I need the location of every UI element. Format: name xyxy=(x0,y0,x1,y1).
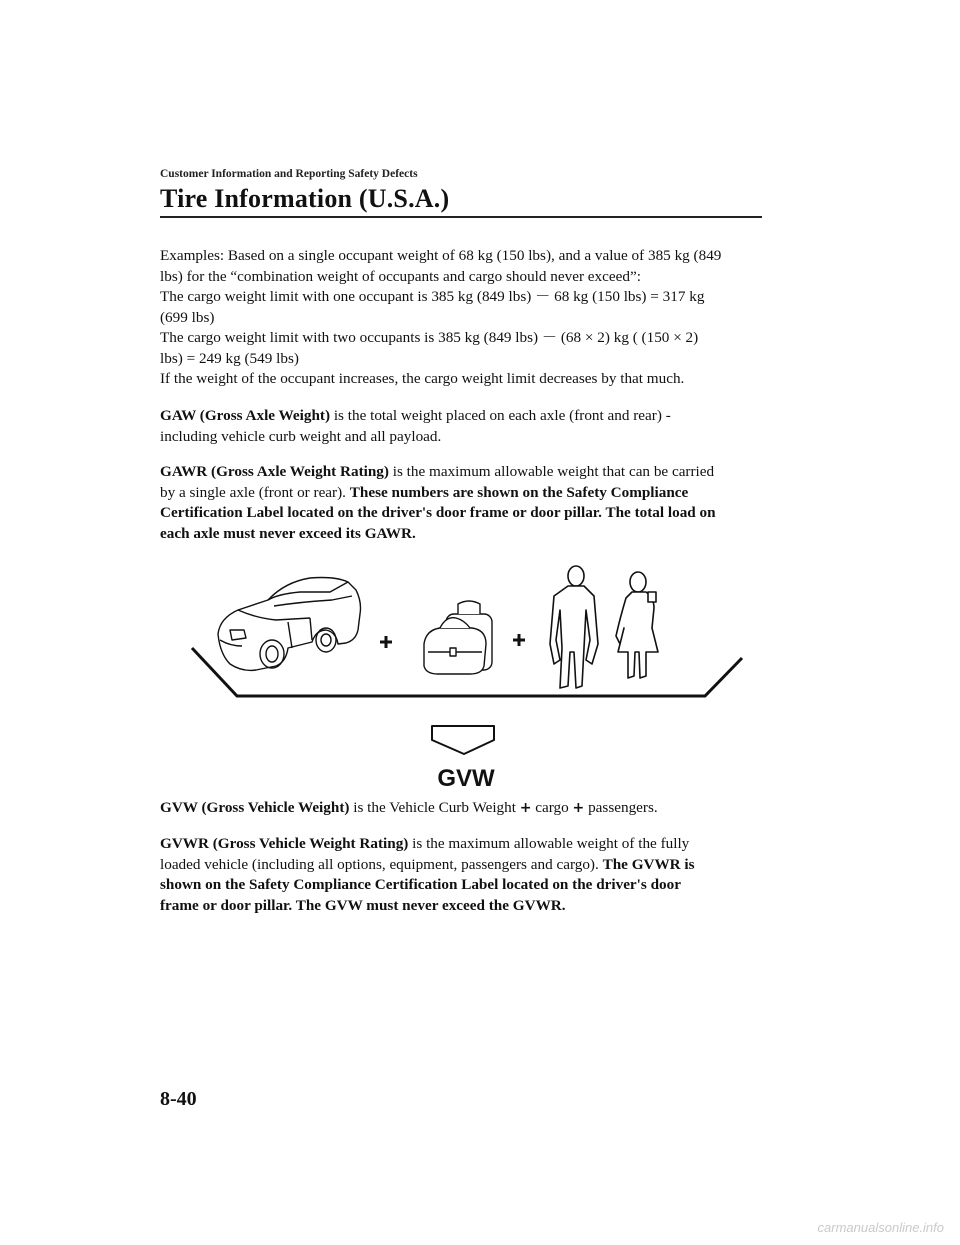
gvwr-definition-cont: loaded vehicle (including all options, equipment, passengers and cargo). xyxy=(160,855,603,873)
gawr-term: GAWR (Gross Axle Weight Rating) xyxy=(160,463,389,480)
gvw-definition: cargo xyxy=(531,799,573,816)
gaw-term: GAW (Gross Axle Weight) xyxy=(160,407,331,424)
examples-line: The cargo weight limit with one occupant is 385 kg (849 lbs) － 68 kg (150 lbs) = 317 kg xyxy=(160,288,705,305)
gvwr-term: GVWR (Gross Vehicle Weight Rating) xyxy=(160,835,409,852)
gaw-definition: is the total weight placed on each axle (front and rear) - xyxy=(330,407,671,424)
gvw-definition: passengers. xyxy=(584,799,658,816)
woman-icon xyxy=(616,572,658,678)
plus-symbol: + xyxy=(572,800,585,816)
title-divider xyxy=(160,216,762,218)
car-icon xyxy=(218,578,361,671)
examples-line: Examples: Based on a single occupant weight of 68 kg (150 lbs), and a value of 385 kg (849 xyxy=(160,247,722,264)
gawr-definition: is the maximum allowable weight that can be carried xyxy=(388,463,715,480)
examples-paragraph xyxy=(160,246,775,390)
gvw-label: GVW xyxy=(437,765,495,792)
gawr-note: Certification Label located on the driver's door frame or door pillar. The total load on xyxy=(160,504,716,521)
down-arrow-icon xyxy=(432,726,494,754)
plus-icon xyxy=(380,636,392,648)
page-title: Tire Information (U.S.A.) xyxy=(160,184,450,213)
gawr-definition-cont: by a single axle (front or rear). xyxy=(160,483,350,501)
gawr-note: These numbers are shown on the Safety Compliance xyxy=(349,483,689,501)
gvwr-note: The GVWR is xyxy=(602,855,695,873)
plus-symbol: + xyxy=(519,800,532,816)
page-number: 8-40 xyxy=(160,1088,197,1110)
luggage-icon xyxy=(424,601,492,674)
gvw-definition: is the Vehicle Curb Weight xyxy=(349,799,520,816)
examples-line: lbs) = 249 kg (549 lbs) xyxy=(160,349,299,367)
gvw-paragraph xyxy=(160,798,775,819)
section-label: Customer Information and Reporting Safety Defects xyxy=(160,168,418,180)
gvwr-paragraph xyxy=(160,834,775,916)
gvwr-note: shown on the Safety Compliance Certification Label located on the driver's door xyxy=(160,876,681,893)
gawr-note: each axle must never exceed its GAWR. xyxy=(160,524,416,542)
gaw-definition-cont: including vehicle curb weight and all payload. xyxy=(160,427,442,445)
examples-line: If the weight of the occupant increases, the cargo weight limit decreases by that much. xyxy=(160,370,685,387)
gvw-term: GVW (Gross Vehicle Weight) xyxy=(160,799,350,816)
gawr-paragraph xyxy=(160,462,775,544)
man-icon xyxy=(550,566,598,688)
gvwr-definition: is the maximum allowable weight of the fully xyxy=(408,835,690,852)
gvw-illustration xyxy=(160,548,780,800)
gvwr-note: frame or door pillar. The GVW must never exceed the GVWR. xyxy=(160,896,566,914)
watermark: carmanualsonline.info xyxy=(817,1220,944,1235)
plus-icon xyxy=(513,634,525,646)
examples-line: lbs) for the “combination weight of occupants and cargo should never exceed”: xyxy=(160,267,641,285)
gaw-paragraph xyxy=(160,406,775,447)
examples-line: The cargo weight limit with two occupants is 385 kg (849 lbs) － (68 × 2) kg ( (150 × 2) xyxy=(160,329,699,346)
examples-line: (699 lbs) xyxy=(160,308,215,326)
